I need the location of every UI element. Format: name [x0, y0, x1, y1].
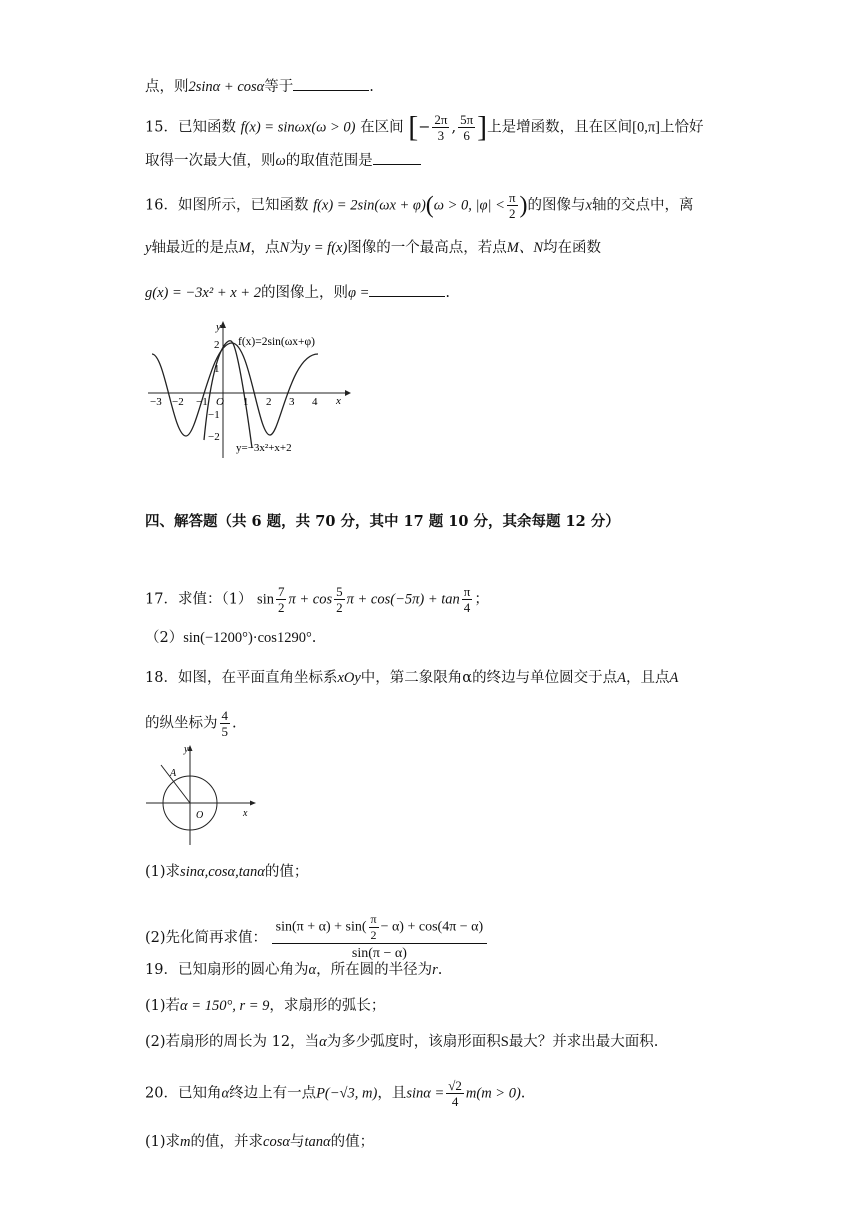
svg-text:x: x [243, 808, 248, 819]
q18-graph [140, 742, 260, 847]
question-17-line1: 17．求值：（1） sin $\frac{7}{2}$ π + cos $\frac{5}{2}$ π + cos(−5π) + tan $\frac{\pi}{4}$ ； [145, 584, 489, 615]
answer-blank [369, 282, 445, 297]
svg-text:2: 2 [214, 339, 220, 351]
svg-text:−2: −2 [208, 431, 220, 443]
svg-text:f(x)=2sin(ωx+φ): f(x)=2sin(ωx+φ) [238, 336, 315, 348]
question-16-line1: 16．如图所示，已知函数 f(x) = 2sin(ωx + φ)(ω > 0, |φ| < $\frac{\pi}{2}$ )的图像与x轴的交点中，离 [145, 190, 694, 221]
svg-text:y=−3x²+x+2: y=−3x²+x+2 [236, 442, 292, 454]
x-axis-arrow [345, 390, 351, 396]
question-15-line1: 15．已知函数 f(x) = sinωx(ω > 0) 在区间 [− $\frac{2\pi}{3}$ , $\frac{5\pi}{6}$ ]上是增函数，且在区间[0,π]上恰好 [145, 110, 704, 144]
svg-text:A: A [170, 768, 177, 779]
answer-blank [373, 150, 421, 165]
svg-text:x: x [336, 395, 341, 407]
question-16-line3: g(x) = −3x² + x + 2的图像上，则φ = . [145, 282, 450, 303]
svg-text:−1: −1 [196, 396, 208, 408]
svg-text:1: 1 [214, 363, 220, 375]
x-axis-arrow [250, 801, 256, 806]
question-18-line1: 18．如图，在平面直角坐标系xOy中，第二象限角α的终边与单位圆交于点A，且点A [145, 670, 679, 686]
svg-text:−3: −3 [150, 396, 162, 408]
svg-text:O: O [196, 810, 204, 821]
q14-tail: 点，则2sinα + cosα等于 . [145, 76, 374, 97]
svg-text:y: y [184, 744, 189, 755]
question-19-sub1: (1)若α = 150°, r = 9，求扇形的弧长； [145, 998, 386, 1014]
svg-text:y: y [216, 321, 221, 333]
question-20-sub1: (1)求m的值，并求cosα与tanα的值； [145, 1134, 375, 1150]
question-20-line1: 20．已知角α终边上有一点P(−√3, m)，且sinα = $\frac{√2}{4}$ m(m > 0). [145, 1078, 526, 1109]
svg-text:1: 1 [243, 396, 249, 408]
question-19-sub2: (2)若扇形的周长为 12，当α为多少弧度时，该扇形面积S最大？并求出最大面积. [145, 1034, 659, 1050]
question-18-sub1: (1)求sinα,cosα,tanα的值； [145, 864, 309, 880]
q16-graph [140, 318, 360, 468]
answer-blank [293, 76, 369, 91]
question-18-line2: 的纵坐标为 $\frac{4}{5}$ . [145, 708, 237, 739]
question-18-sub2: (2)先化简再求值： sin(π + α) + sin( $\frac{\pi}{2}$ − α) + cos(4π − α) sin(π − α) [145, 912, 487, 964]
svg-text:3: 3 [289, 396, 295, 408]
svg-text:2: 2 [266, 396, 272, 408]
simplify-fraction: sin(π + α) + sin( $\frac{\pi}{2}$ − α) + cos(4π − α) sin(π − α) [272, 912, 488, 964]
svg-text:−1: −1 [208, 409, 220, 421]
question-16-line2: y轴最近的是点M，点N为y = f(x)图像的一个最高点，若点M、N均在函数 [145, 240, 602, 256]
question-17-line2: （2）sin(−1200°)·cos1290°. [145, 630, 317, 646]
question-19-line1: 19．已知扇形的圆心角为α，所在圆的半径为r. [145, 962, 443, 978]
f-curve [152, 343, 318, 436]
svg-text:O: O [216, 396, 224, 408]
svg-text:−2: −2 [172, 396, 184, 408]
svg-text:4: 4 [312, 396, 318, 408]
y-axis-arrow [220, 321, 226, 328]
question-15-line2: 取得一次最大值，则ω的取值范围是 [145, 150, 421, 171]
section-heading: 四、解答题（共 6 题，共 70 分，其中 17 题 10 分，其余每题 12 分） [145, 513, 620, 530]
